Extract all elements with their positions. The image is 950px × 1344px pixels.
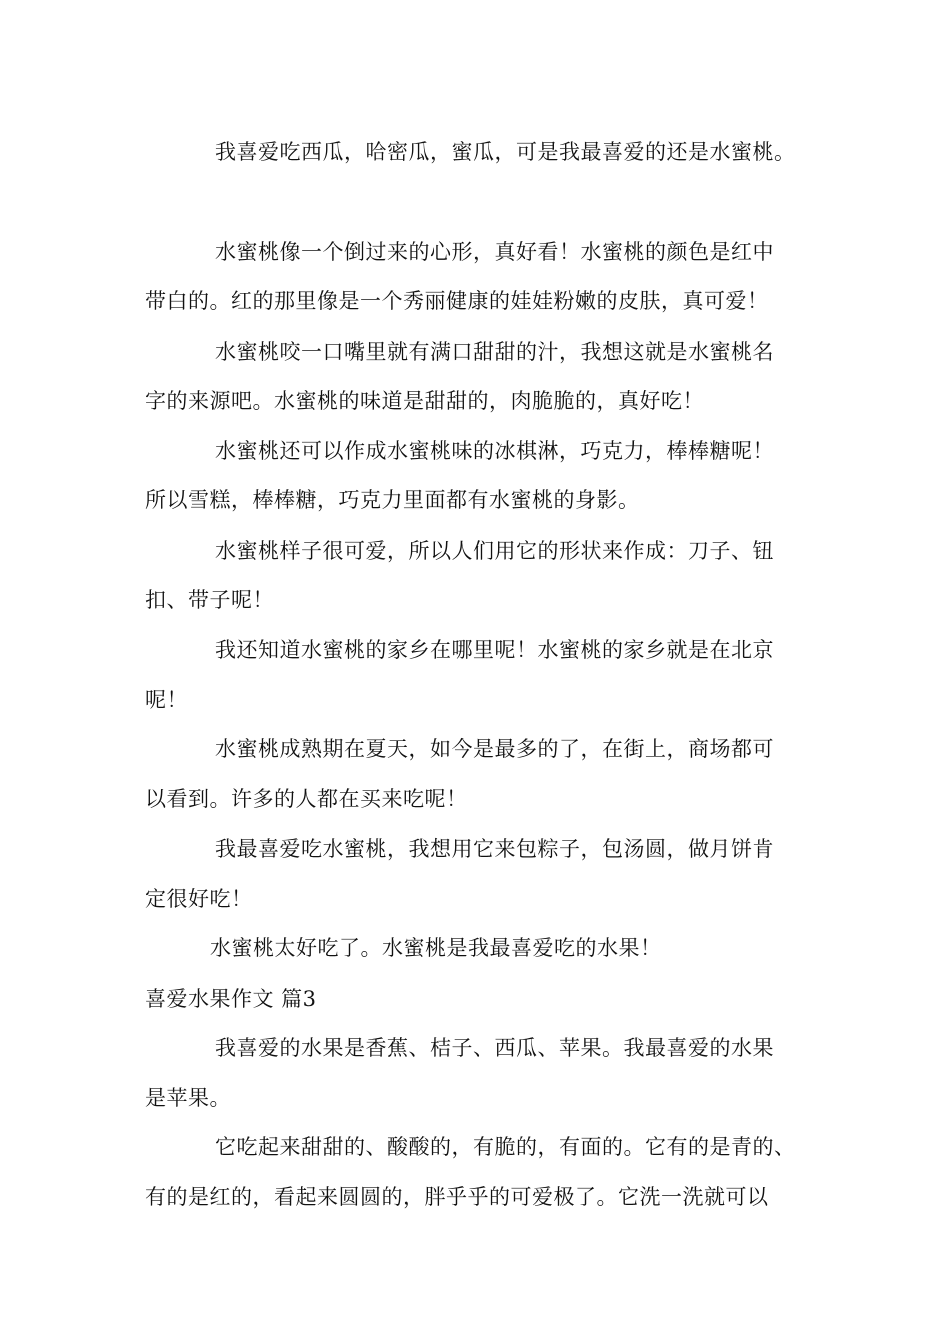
paragraph-line: 我最喜爱吃水蜜桃，我想用它来包粽子，包汤圆，做月饼肯 <box>215 837 774 861</box>
paragraph-line: 水蜜桃还可以作成水蜜桃味的冰棋淋，巧克力，棒棒糖呢！ <box>215 439 774 463</box>
paragraph-line: 扣、带子呢！ <box>145 588 274 612</box>
paragraph-line: 定很好吃！ <box>145 887 253 911</box>
paragraph-line: 水蜜桃成熟期在夏天，如今是最多的了，在街上，商场都可 <box>215 737 774 761</box>
paragraph-line: 字的来源吧。水蜜桃的味道是甜甜的，肉脆脆的，真好吃！ <box>145 389 704 413</box>
paragraph-line: 水蜜桃像一个倒过来的心形，真好看！水蜜桃的颜色是红中 <box>215 240 774 264</box>
paragraph-line: 水蜜桃咬一口嘴里就有满口甜甜的汁，我想这就是水蜜桃名 <box>215 340 774 364</box>
paragraph-line: 呢！ <box>145 688 188 712</box>
paragraph-line: 所以雪糕，棒棒糖，巧克力里面都有水蜜桃的身影。 <box>145 488 640 512</box>
paragraph-line: 是苹果。 <box>145 1086 231 1110</box>
section-heading: 喜爱水果作文 篇3 <box>145 987 317 1011</box>
paragraph-line: 有的是红的，看起来圆圆的，胖乎乎的可爱极了。它洗一洗就可以 <box>145 1185 769 1209</box>
paragraph-line: 水蜜桃太好吃了。水蜜桃是我最喜爱吃的水果！ <box>210 936 662 960</box>
paragraph-line: 我喜爱吃西瓜，哈密瓜，蜜瓜，可是我最喜爱的还是水蜜桃。 <box>215 140 796 164</box>
paragraph-line: 我喜爱的水果是香蕉、桔子、西瓜、苹果。我最喜爱的水果 <box>215 1036 774 1060</box>
paragraph-line: 带白的。红的那里像是一个秀丽健康的娃娃粉嫩的皮肤，真可爱！ <box>145 289 769 313</box>
paragraph-line: 我还知道水蜜桃的家乡在哪里呢！水蜜桃的家乡就是在北京 <box>215 638 774 662</box>
paragraph-line: 水蜜桃样子很可爱，所以人们用它的形状来作成：刀子、钮 <box>215 539 774 563</box>
paragraph-line: 以看到。许多的人都在买来吃呢！ <box>145 787 468 811</box>
paragraph-line: 它吃起来甜甜的、酸酸的，有脆的，有面的。它有的是青的、 <box>215 1135 796 1159</box>
